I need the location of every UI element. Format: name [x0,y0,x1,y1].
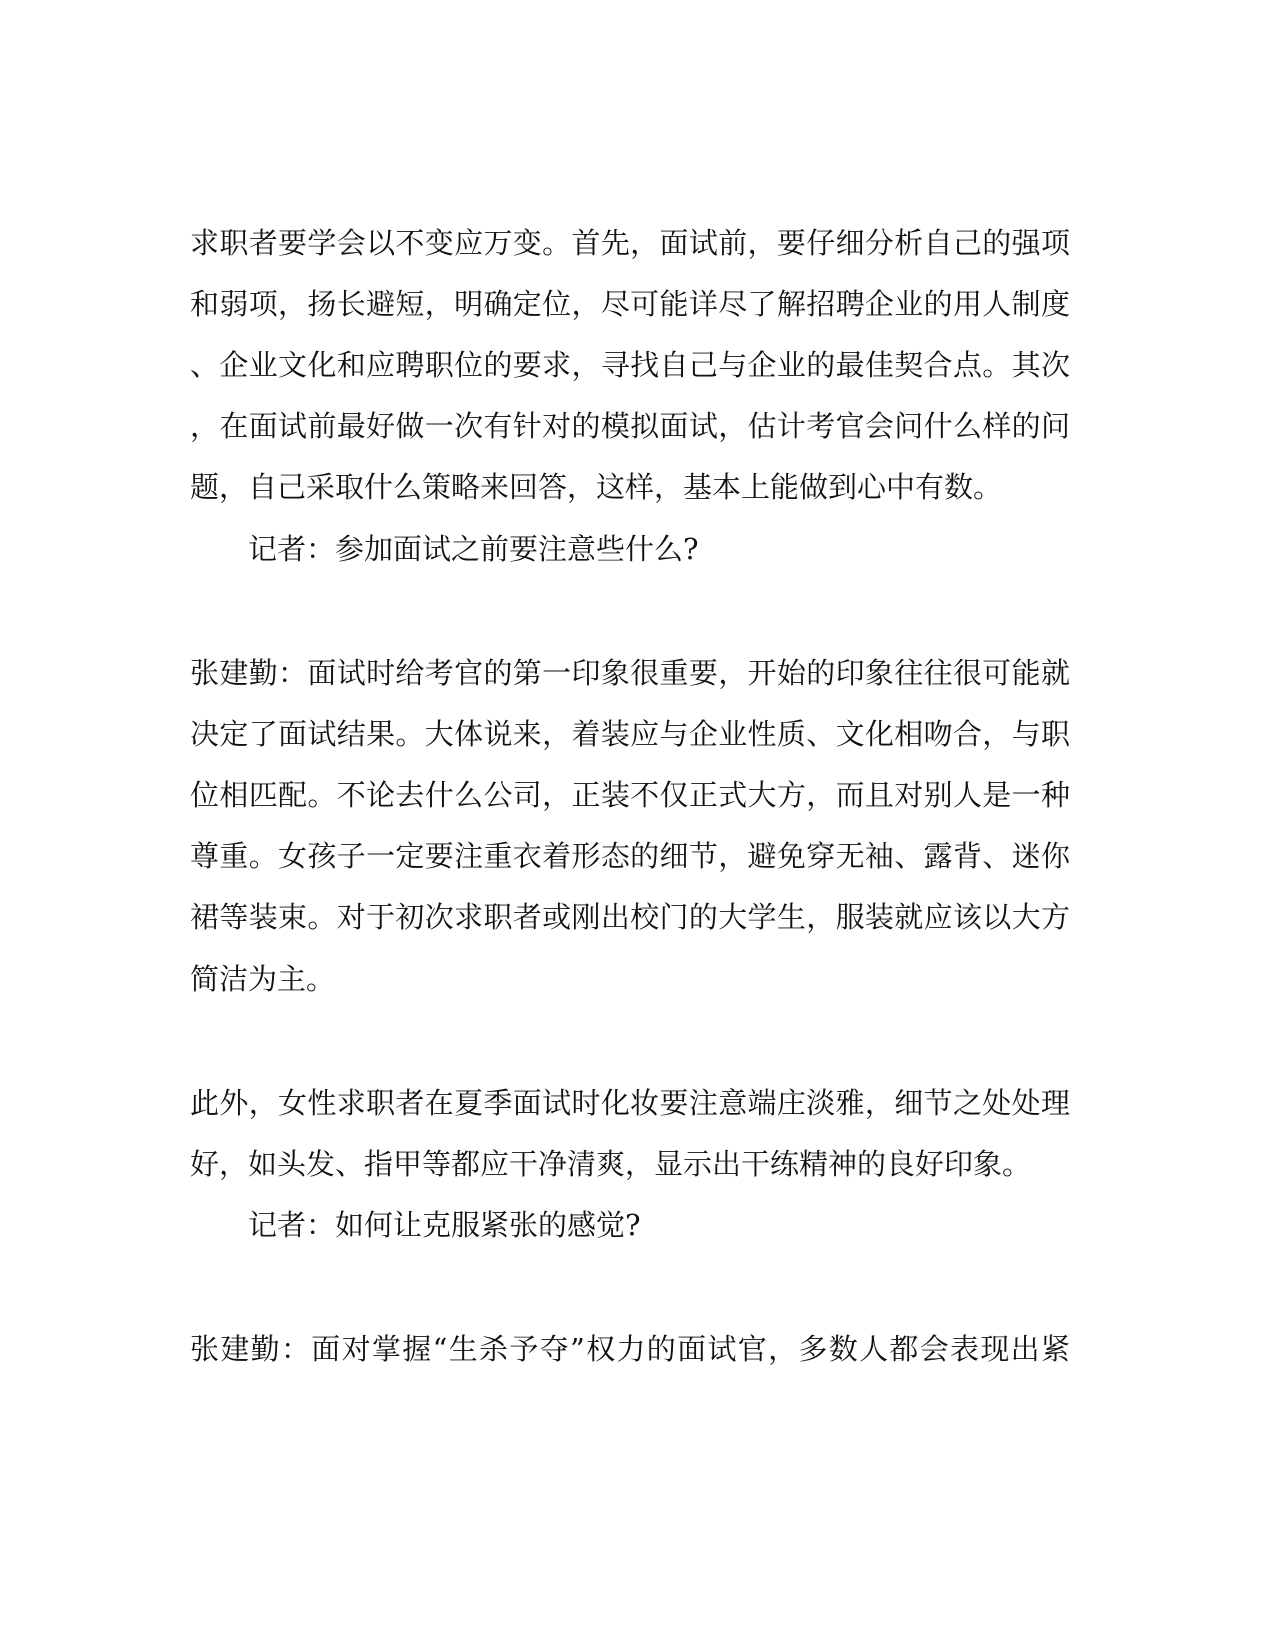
text-line: 此外，女性求职者在夏季面试时化妆要注意端庄淡雅，细节之处处理 [190,1086,1070,1120]
text-line: 张建勤：面试时给考官的第一印象很重要，开始的印象往往很可能就 [190,656,1070,690]
text-line: 求职者要学会以不变应万变。首先，面试前，要仔细分析自己的强项 [190,226,1070,260]
text-line: ，在面试前最好做一次有针对的模拟面试，估计考官会问什么样的问 [190,409,1070,443]
text-line: 好，如头发、指甲等都应干净清爽，显示出干练精神的良好印象。 [190,1147,1032,1181]
reporter-question: 记者：参加面试之前要注意些什么? [248,532,699,566]
text-line: 裙等装束。对于初次求职者或刚出校门的大学生，服装就应该以大方 [190,900,1070,934]
text-line: 张建勤：面对掌握“生杀予夺”权力的面试官，多数人都会表现出紧 [190,1332,1070,1366]
text-line: 位相匹配。不论去什么公司，正装不仅正式大方，而且对别人是一种 [190,778,1070,812]
text-line: 尊重。女孩子一定要注重衣着形态的细节，避免穿无袖、露背、迷你 [190,839,1070,873]
text-line: 、企业文化和应聘职位的要求，寻找自己与企业的最佳契合点。其次 [190,348,1070,382]
text-line: 题，自己采取什么策略来回答，这样，基本上能做到心中有数。 [190,470,1003,504]
text-line: 决定了面试结果。大体说来，着装应与企业性质、文化相吻合，与职 [190,717,1070,751]
text-line: 简洁为主。 [190,962,336,996]
text-line: 和弱项，扬长避短，明确定位，尽可能详尽了解招聘企业的用人制度 [190,287,1070,321]
reporter-question: 记者：如何让克服紧张的感觉? [248,1208,641,1242]
